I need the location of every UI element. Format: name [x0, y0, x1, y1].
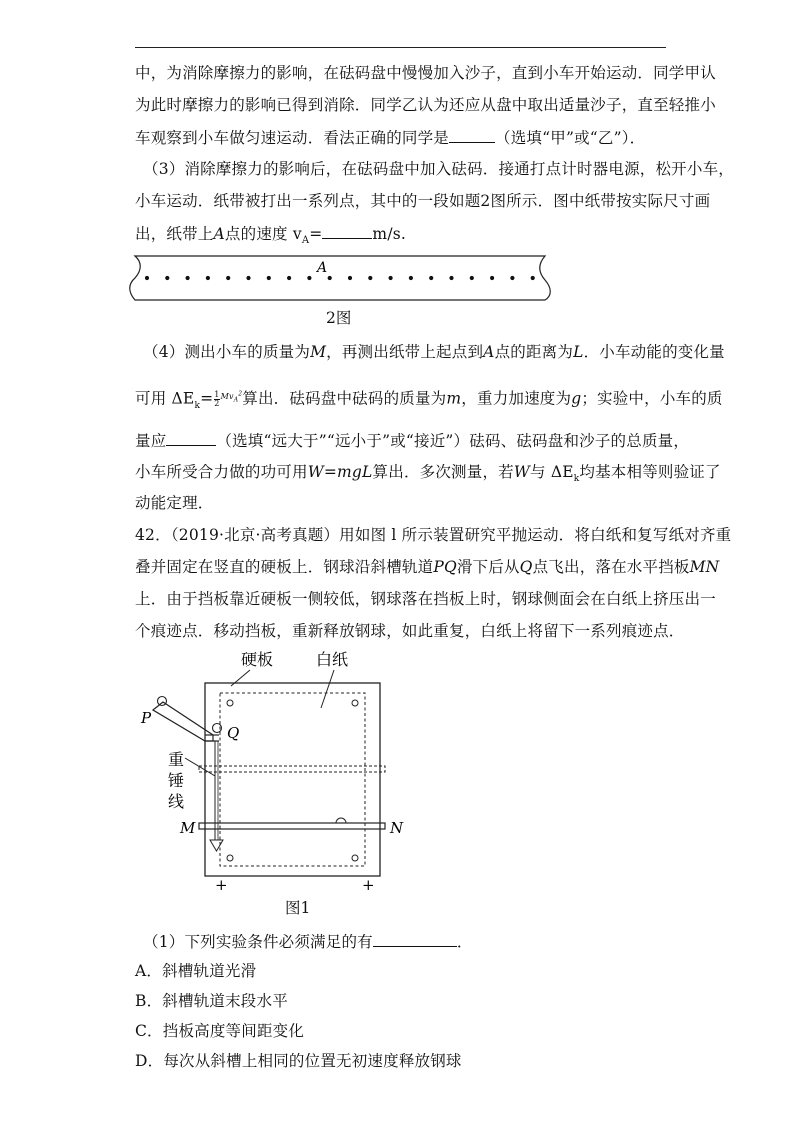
leg-right: +: [362, 876, 375, 893]
tape-point-a-label: A: [317, 260, 328, 276]
answer-blank-mass-relation[interactable]: [166, 429, 216, 446]
white-paper: [220, 693, 365, 866]
pin-bottom-right: [352, 855, 358, 861]
answer-blank-velocity[interactable]: [322, 222, 372, 239]
apparatus-figure: [135, 648, 420, 893]
ball-trace: [336, 818, 346, 823]
tape-dot: [145, 276, 149, 280]
mv-expr: Mv: [220, 391, 234, 401]
part2-line-3: [135, 126, 645, 149]
plumb-label-2: 锤: [168, 771, 185, 790]
tape-dot: [531, 276, 535, 280]
part4-l2-b: 算出．砝码盘中砝码的质量为: [242, 389, 447, 408]
part4-line-1: [143, 341, 725, 363]
part4-l4-c: 与 ΔE: [530, 463, 574, 481]
tape-dot: [429, 276, 433, 280]
hard-board: [205, 683, 380, 876]
plumb-label-3: 线: [168, 792, 185, 811]
paper-leader: [321, 670, 334, 708]
q42-line-2: [135, 556, 719, 578]
pin-top-right: [352, 700, 358, 706]
ek-equals: =: [200, 389, 214, 408]
velocity-unit: m/s.: [372, 225, 407, 243]
answer-blank-conditions[interactable]: [373, 930, 457, 947]
kinetic-expr: [220, 390, 243, 404]
part4-l3-a: 量应: [135, 432, 167, 450]
tape-figure: [125, 250, 555, 306]
baffle-n-label: N: [390, 819, 404, 837]
figure-1-caption: 图1: [285, 899, 311, 917]
tape-dots: [145, 276, 535, 280]
equals-sign: =: [309, 225, 323, 243]
mass-symbol-m: M: [310, 343, 327, 361]
track-pq-symbol: PQ: [433, 558, 457, 576]
q42-part1-stem-text: （1）下列实验条件必须满足的有: [143, 933, 373, 951]
header-rule: [135, 47, 666, 48]
work-formula: W=mgL: [307, 463, 373, 481]
part4-l4-a: 小车所受合力做的功可用: [135, 463, 308, 481]
option-b[interactable]: B．斜槽轨道末段水平: [135, 992, 288, 1010]
part4-l2-c: ，重力加速度为: [461, 389, 572, 408]
q42-l2-a: 叠并固定在竖直的硬板上．钢球沿斜槽轨道: [135, 558, 434, 576]
tape-dot: [328, 276, 332, 280]
part4-line-2: [135, 383, 723, 417]
answer-blank-student[interactable]: [449, 126, 495, 143]
tape-dot: [165, 276, 169, 280]
part3-line-3: [135, 222, 406, 252]
frac-denominator: 2: [214, 399, 220, 409]
velocity-text: 点的速度 v: [224, 225, 302, 243]
part2-line-3-text: 车观察到小车做匀速运动．看法正确的同学是: [135, 129, 450, 147]
tape-dot: [307, 276, 311, 280]
distance-symbol-l: L: [573, 343, 584, 361]
q42-l2-b: 滑下后从: [456, 558, 520, 576]
half-fraction: [214, 391, 219, 408]
tape-caption: 2图: [326, 309, 352, 327]
mv-sub: A: [233, 396, 239, 404]
tape-dot: [287, 276, 291, 280]
pin-top-left: [227, 700, 233, 706]
velocity-subscript: A: [301, 235, 310, 247]
part4-l4-d: 均基本相等则验证了: [579, 463, 721, 481]
tape-dot: [510, 276, 514, 280]
pin-bottom-left: [227, 855, 233, 861]
tape-dot: [409, 276, 413, 280]
part4-line-3: [135, 429, 689, 452]
tape-dot: [470, 276, 474, 280]
tape-dot: [449, 276, 453, 280]
plumb-label-1: 重: [168, 750, 185, 769]
part4-line-4: [135, 461, 721, 490]
part4-l4-b: 算出．多次测量，若: [372, 463, 514, 481]
tape-dot: [348, 276, 352, 280]
tape-dot: [206, 276, 210, 280]
option-d[interactable]: D．每次从斜槽上相同的位置无初速度释放钢球: [135, 1052, 462, 1070]
board-label: 硬板: [241, 650, 274, 669]
inclined-track: [153, 702, 213, 741]
tape-dot: [226, 276, 230, 280]
part4-l1-a: （4）测出小车的质量为: [143, 343, 311, 361]
q42-part1-stem: [143, 930, 473, 953]
q42-line-3: 上．由于挡板靠近硬板一侧较低，钢球落在挡板上时，钢球侧面会在白纸上挤压出一: [135, 590, 716, 608]
part4-l2-d: ；实验中，小车的质: [581, 389, 723, 408]
part3-line-2: 小车运动．纸带被打出一系列点，其中的一段如题2图所示．图中纸带按实际尺寸画: [135, 192, 711, 210]
mv-sup: 2: [238, 390, 243, 397]
baffle-mn: [199, 823, 385, 829]
part4-l3-b: （选填“远大于”“远小于”或“接近”）砝码、砝码盘和沙子的总质量，: [216, 432, 690, 450]
q42-part1-stem-end: ．: [456, 933, 473, 951]
part4-l1-b: ，再测出纸带上起点到: [326, 343, 484, 361]
part2-line-2: 为此时摩擦力的影响已得到消除．同学乙认为还应从盘中取出适量沙子，直至轻推小: [135, 96, 716, 114]
tape-dot: [186, 276, 190, 280]
baffle-mn-symbol: MN: [689, 558, 720, 576]
part4-l1-d: ．小车动能的变化量: [583, 343, 725, 361]
point-p-label: P: [141, 709, 152, 727]
plumb-leader: [185, 758, 215, 776]
point-a-symbol-2: A: [483, 343, 495, 361]
option-c[interactable]: C．挡板高度等间距变化: [135, 1022, 305, 1040]
plumb-bob: [210, 840, 223, 851]
tape-dot: [490, 276, 494, 280]
q42-line-1: 42．（2019·北京·高考真题）用如图 l 所示装置研究平抛运动．将白纸和复写纸对齐重: [135, 526, 732, 544]
paper-label: 白纸: [316, 650, 349, 669]
tape-dot: [246, 276, 250, 280]
baffle-m-label: M: [180, 819, 196, 837]
tape-outline: [130, 256, 551, 300]
part3-line-3-text: 出，纸带上: [135, 225, 214, 243]
delta-ek-text: 可用 ΔE: [135, 389, 195, 408]
point-a-symbol: A: [213, 225, 225, 243]
q42-l2-c: 点飞出，落在水平挡板: [532, 558, 690, 576]
ball-on-track: [158, 697, 167, 706]
point-q-label: Q: [227, 724, 240, 742]
previous-baffle: [199, 766, 385, 772]
ek-subscript: k: [194, 400, 201, 411]
tape-dot: [267, 276, 271, 280]
q42-line-4: 个痕迹点．移动挡板，重新释放钢球，如此重复，白纸上将留下一系列痕迹点．: [135, 622, 685, 640]
gravity-symbol-g: g: [571, 389, 582, 408]
leg-left: +: [215, 876, 228, 893]
mass-symbol-small-m: m: [446, 389, 462, 408]
ek-subscript-2: k: [573, 474, 580, 485]
tape-dot: [389, 276, 393, 280]
part2-line-3-tail: （选填“甲”或“乙”）．: [495, 129, 646, 147]
point-q-symbol: Q: [519, 558, 533, 576]
tape-dot: [368, 276, 372, 280]
frac-numerator: 1: [214, 390, 220, 400]
part4-l1-c: 点的距离为: [494, 343, 574, 361]
part3-line-1: （3）消除摩擦力的影响后，在砝码盘中加入砝码．接通打点计时器电源，松开小车，: [143, 160, 734, 178]
part4-line-5: 动能定理．: [135, 494, 214, 512]
part2-line-1: 中，为消除摩擦力的影响，在砝码盘中慢慢加入沙子，直到小车开始运动．同学甲认: [135, 64, 716, 82]
option-a[interactable]: A．斜槽轨道光滑: [135, 962, 257, 980]
work-symbol-w: W: [513, 463, 530, 481]
